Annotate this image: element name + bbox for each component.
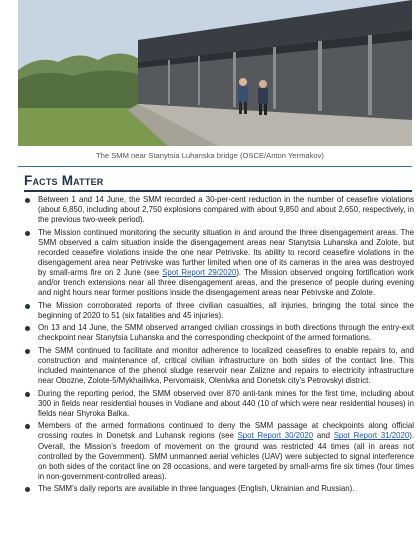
heading-divider xyxy=(24,190,412,192)
photo-caption: The SMM near Stanytsia Luhanska bridge (OSCE/Anton Yermakov) xyxy=(96,151,324,160)
fact-text: Between 1 and 14 June, the SMM recorded a 30-per-cent reduction in the number of ceasefire violations (about 6,850, including about 2,750 explosions compared with about 9,850 and about 2,650, respectively, in the previous two-week period). xyxy=(38,195,414,225)
fact-text: During the reporting period, the SMM observed over 870 anti-tank mines for the first time, including about 300 in fields near residential houses in Vodiane and about 440 (10 of which were near residential houses) in fields near Shyroka Balka. xyxy=(38,388,414,418)
bullet-icon xyxy=(25,326,30,331)
bullet-icon xyxy=(25,198,30,203)
spot-report-31-link[interactable]: Spot Report 31/2020 xyxy=(333,431,410,441)
list-item xyxy=(22,301,414,321)
bullet-icon xyxy=(25,487,30,492)
spot-report-29-link[interactable]: Spot Report 29/2020 xyxy=(162,268,237,278)
list-item xyxy=(22,421,414,482)
list-item xyxy=(22,323,414,343)
fact-text: Members of the armed formations continued to deny the SMM passage at checkpoints along official crossing routes in Donetsk and Luhansk regions (see xyxy=(38,421,414,441)
photo-illustration xyxy=(18,0,412,146)
spot-report-30-link[interactable]: Spot Report 30/2020 xyxy=(237,431,314,441)
fact-text: The Mission corroborated reports of three civilian casualties, all injuries, bringing the total since the beginning of 2020 to 51 (six fatalities and 45 injuries). xyxy=(38,300,414,320)
section-heading: Facts Matter xyxy=(24,173,104,188)
list-item xyxy=(22,195,414,225)
fact-text: ). The Mission observed ongoing fortification work and/or trench extensions near all three disengagement areas, and the presence of people during evening and night hours near former positions inside the disengagement areas near Petrivske and Zolote. xyxy=(38,268,414,298)
bullet-icon xyxy=(25,424,30,429)
facts-list xyxy=(22,195,414,497)
bullet-icon xyxy=(25,392,30,397)
fact-text: The Mission continued monitoring the security situation in and around the three disengagement areas. The SMM observed a calm situation inside the disengagement areas near Stanytsia Luhanska and Zolote, but recorded ceasefire violations inside the one near Petrivske. Its ability to record ceasefire violations in the disengagement area near Petrivske was further limited when one of its cameras in the area was destroyed by small-arms fire on 2 June (see xyxy=(38,227,414,278)
list-item xyxy=(22,346,414,386)
list-item xyxy=(22,484,414,494)
bullet-icon xyxy=(25,231,30,236)
list-item xyxy=(22,228,414,299)
report-photo xyxy=(18,0,412,146)
caption-divider xyxy=(18,166,412,167)
bullet-icon xyxy=(25,349,30,354)
fact-text: The SMM’s daily reports are available in three languages (English, Ukrainian and Russian). xyxy=(38,484,355,494)
fact-text: and xyxy=(313,431,334,441)
fact-text: The SMM continued to facilitate and monitor adherence to localized ceasefires to enable repairs to, and construction and maintenance of, critical civilian infrastructure on both sides of the contact line. This included maintenance of the phenol sludge reservoir near Zalizne and repairs to electricity infrastructure near Obozne, Zolote-5/Mykhailivka, Pervomaisk, Olenivka and Donetsk city’s Petrovskyi district. xyxy=(38,345,414,386)
fact-text: On 13 and 14 June, the SMM observed arranged civilian crossings in both directions through the entry-exit checkpoint near Stanytsia Luhanska and the corresponding checkpoint of the armed formations. xyxy=(38,323,414,343)
list-item xyxy=(22,389,414,419)
fact-text: ). Overall, the Mission’s freedom of movement on the ground was restricted 44 times (all in areas not controlled by the Government). SMM unmanned aerial vehicles (UAV) were subjected to signal interference on both sides of the contact line on 28 occasions, and were targeted by small-arms fire six times (four times in non-government-controlled areas). xyxy=(38,431,415,481)
bullet-icon xyxy=(25,304,30,309)
